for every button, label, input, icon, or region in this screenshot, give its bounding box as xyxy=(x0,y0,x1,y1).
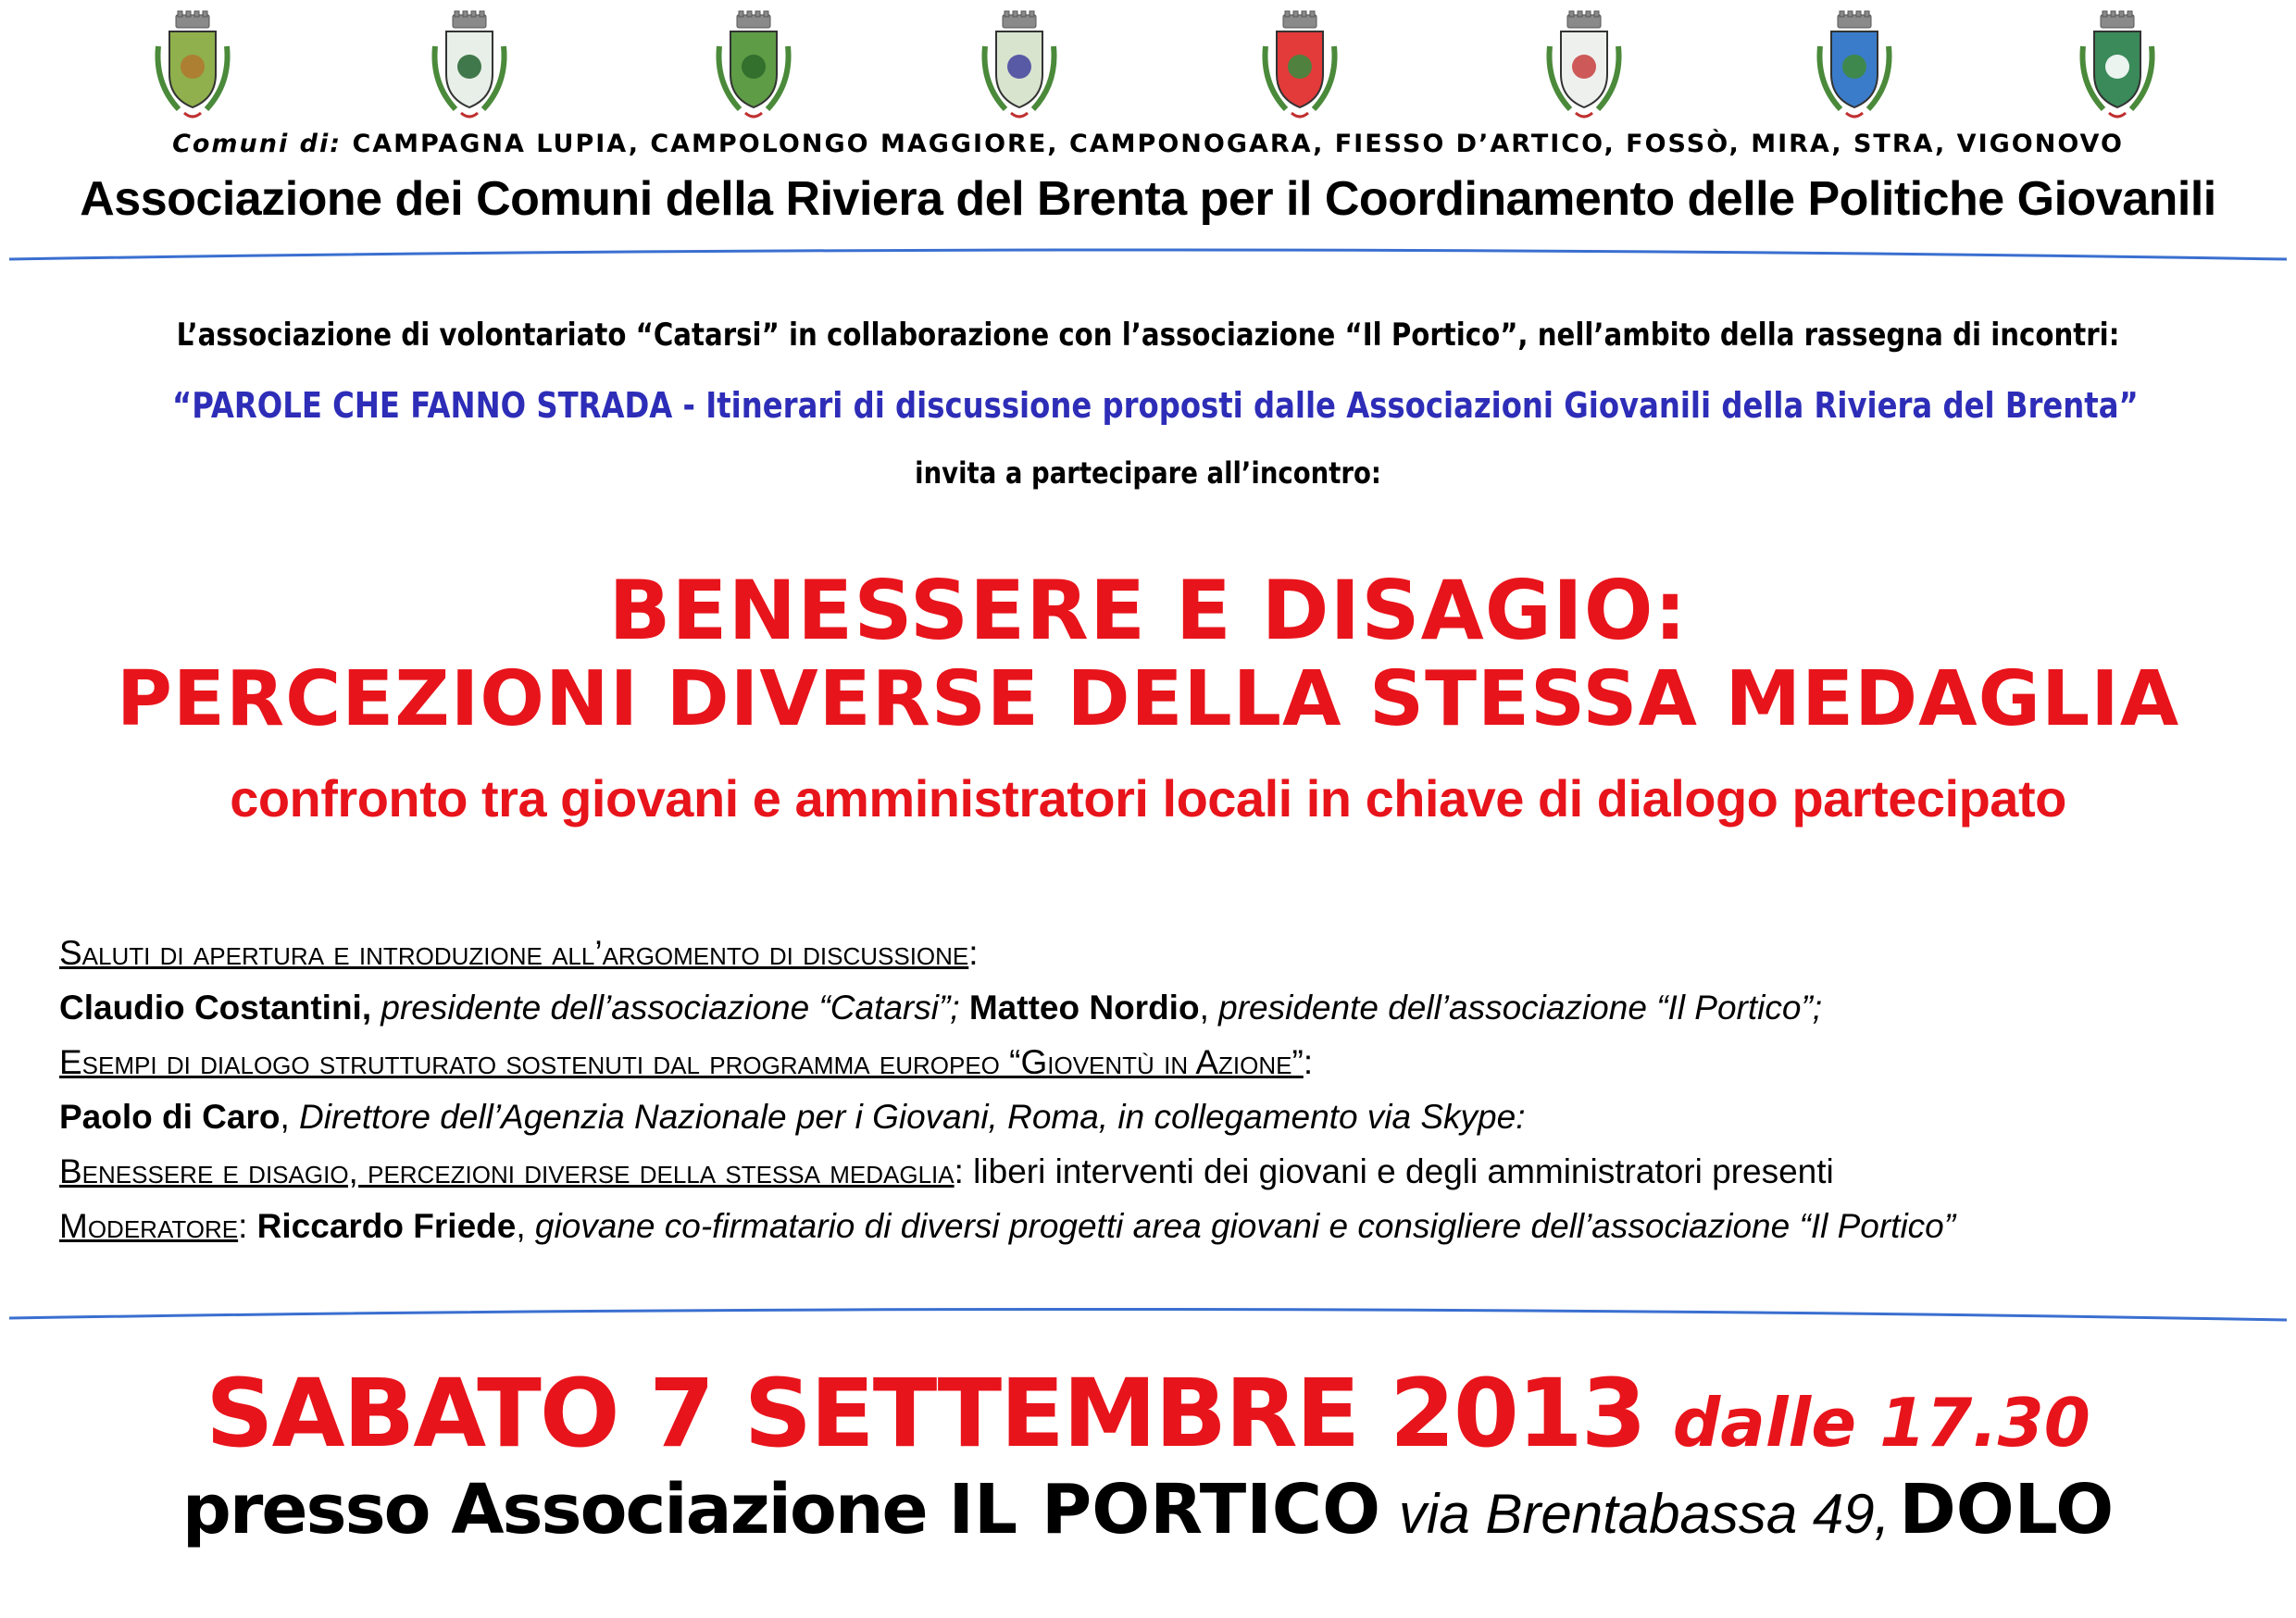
intro-line: L’associazione di volontariato “Catarsi” in collaborazione con l’associazione “Il Portico”, nell’ambito della rassegna di incontri: xyxy=(176,317,2120,354)
speaker-name: Matteo Nordio xyxy=(968,989,1200,1027)
venue-address: via Brentabassa 49, xyxy=(1399,1483,1890,1545)
invitation-line: invita a partecipare all’incontro: xyxy=(915,455,1381,491)
speaker-role: presidente dell’associazione “Catarsi”; xyxy=(371,989,969,1027)
separator: , xyxy=(516,1207,535,1245)
bottom-divider xyxy=(0,1303,2296,1331)
event-date-time xyxy=(0,1359,2296,1469)
separator: , xyxy=(280,1098,300,1136)
program-open-discussion xyxy=(59,1144,2263,1199)
section-heading: Esempi di dialogo strutturato sostenuti dal programma europeo “Gioventù in Azione” xyxy=(59,1043,1304,1081)
comuni-label: Comuni di: xyxy=(172,130,343,158)
venue-city: DOLO xyxy=(1899,1470,2115,1550)
speaker-name: Claudio Costantini, xyxy=(59,989,372,1027)
comuni-list xyxy=(0,130,2296,158)
program-moderator xyxy=(59,1199,2263,1253)
main-title-line-2: PERCEZIONI DIVERSE DELLA STESSA MEDAGLIA xyxy=(116,655,2180,743)
section-text: liberi interventi dei giovani e degli amministratori presenti xyxy=(963,1152,1834,1190)
stra-crest-icon xyxy=(1813,9,1896,125)
program-speakers-opening xyxy=(59,980,2263,1035)
separator: , xyxy=(1199,989,1219,1027)
speaker-name: Paolo di Caro xyxy=(59,1098,281,1136)
series-description: Itinerari di discussione proposti dalle Associazioni Giovanili della Riviera del Brenta” xyxy=(705,385,2139,426)
section-heading: Benessere e disagio, percezioni diverse della stessa medaglia xyxy=(59,1152,955,1190)
campagna-lupia-crest-icon xyxy=(151,9,234,125)
program-heading-opening xyxy=(59,926,2263,980)
speaker-name: Riccardo Friede xyxy=(256,1207,517,1245)
section-colon: : xyxy=(238,1207,257,1245)
section-colon: : xyxy=(954,1152,964,1190)
program-section xyxy=(59,926,2263,1253)
section-heading: Moderatore xyxy=(59,1207,239,1245)
comuni-names: CAMPAGNA LUPIA, CAMPOLONGO MAGGIORE, CAMPONOGARA, FIESSO D’ARTICO, FOSSÒ, MIRA, STRA, VIGONOVO xyxy=(352,130,2124,158)
association-title: Associazione dei Comuni della Riviera del Brenta per il Coordinamento delle Politiche Giovanili xyxy=(80,172,2216,226)
series-title: “PAROLE CHE FANNO STRADA - xyxy=(172,385,706,426)
top-divider xyxy=(0,243,2296,270)
program-speaker-examples xyxy=(59,1089,2263,1144)
section-colon: : xyxy=(1303,1043,1314,1081)
mira-crest-icon xyxy=(1542,9,1626,125)
event-time: dalle 17.30 xyxy=(1672,1384,2090,1462)
series-name xyxy=(172,385,2139,426)
fiesso-d-artico-crest-icon xyxy=(978,9,1061,125)
venue-name: IL PORTICO xyxy=(948,1470,1380,1550)
venue-prefix: presso Associazione xyxy=(181,1470,949,1550)
campolongo-maggiore-crest-icon xyxy=(428,9,511,125)
section-colon: : xyxy=(968,934,979,972)
event-venue xyxy=(0,1470,2296,1550)
camponogara-crest-icon xyxy=(712,9,795,125)
subtitle: confronto tra giovani e amministratori locali in chiave di dialogo partecipato xyxy=(230,769,2066,828)
fosso-crest-icon xyxy=(1258,9,1341,125)
section-heading: Saluti di apertura e introduzione all’argomento di discussione xyxy=(59,934,969,972)
municipal-crests-row xyxy=(0,9,2296,134)
main-title-line-1: BENESSERE E DISAGIO: xyxy=(608,563,1688,658)
event-date: SABATO 7 SETTEMBRE 2013 xyxy=(206,1359,1645,1469)
speaker-role: presidente dell’associazione “Il Portico”; xyxy=(1218,989,1823,1027)
speaker-role: Direttore dell’Agenzia Nazionale per i Giovani, Roma, in collegamento via Skype: xyxy=(299,1098,1526,1136)
speaker-role: giovane co-firmatario di diversi progetti area giovani e consigliere dell’associazione “Il Portico” xyxy=(534,1207,1956,1245)
vigonovo-crest-icon xyxy=(2076,9,2159,125)
program-heading-examples xyxy=(59,1035,2263,1089)
